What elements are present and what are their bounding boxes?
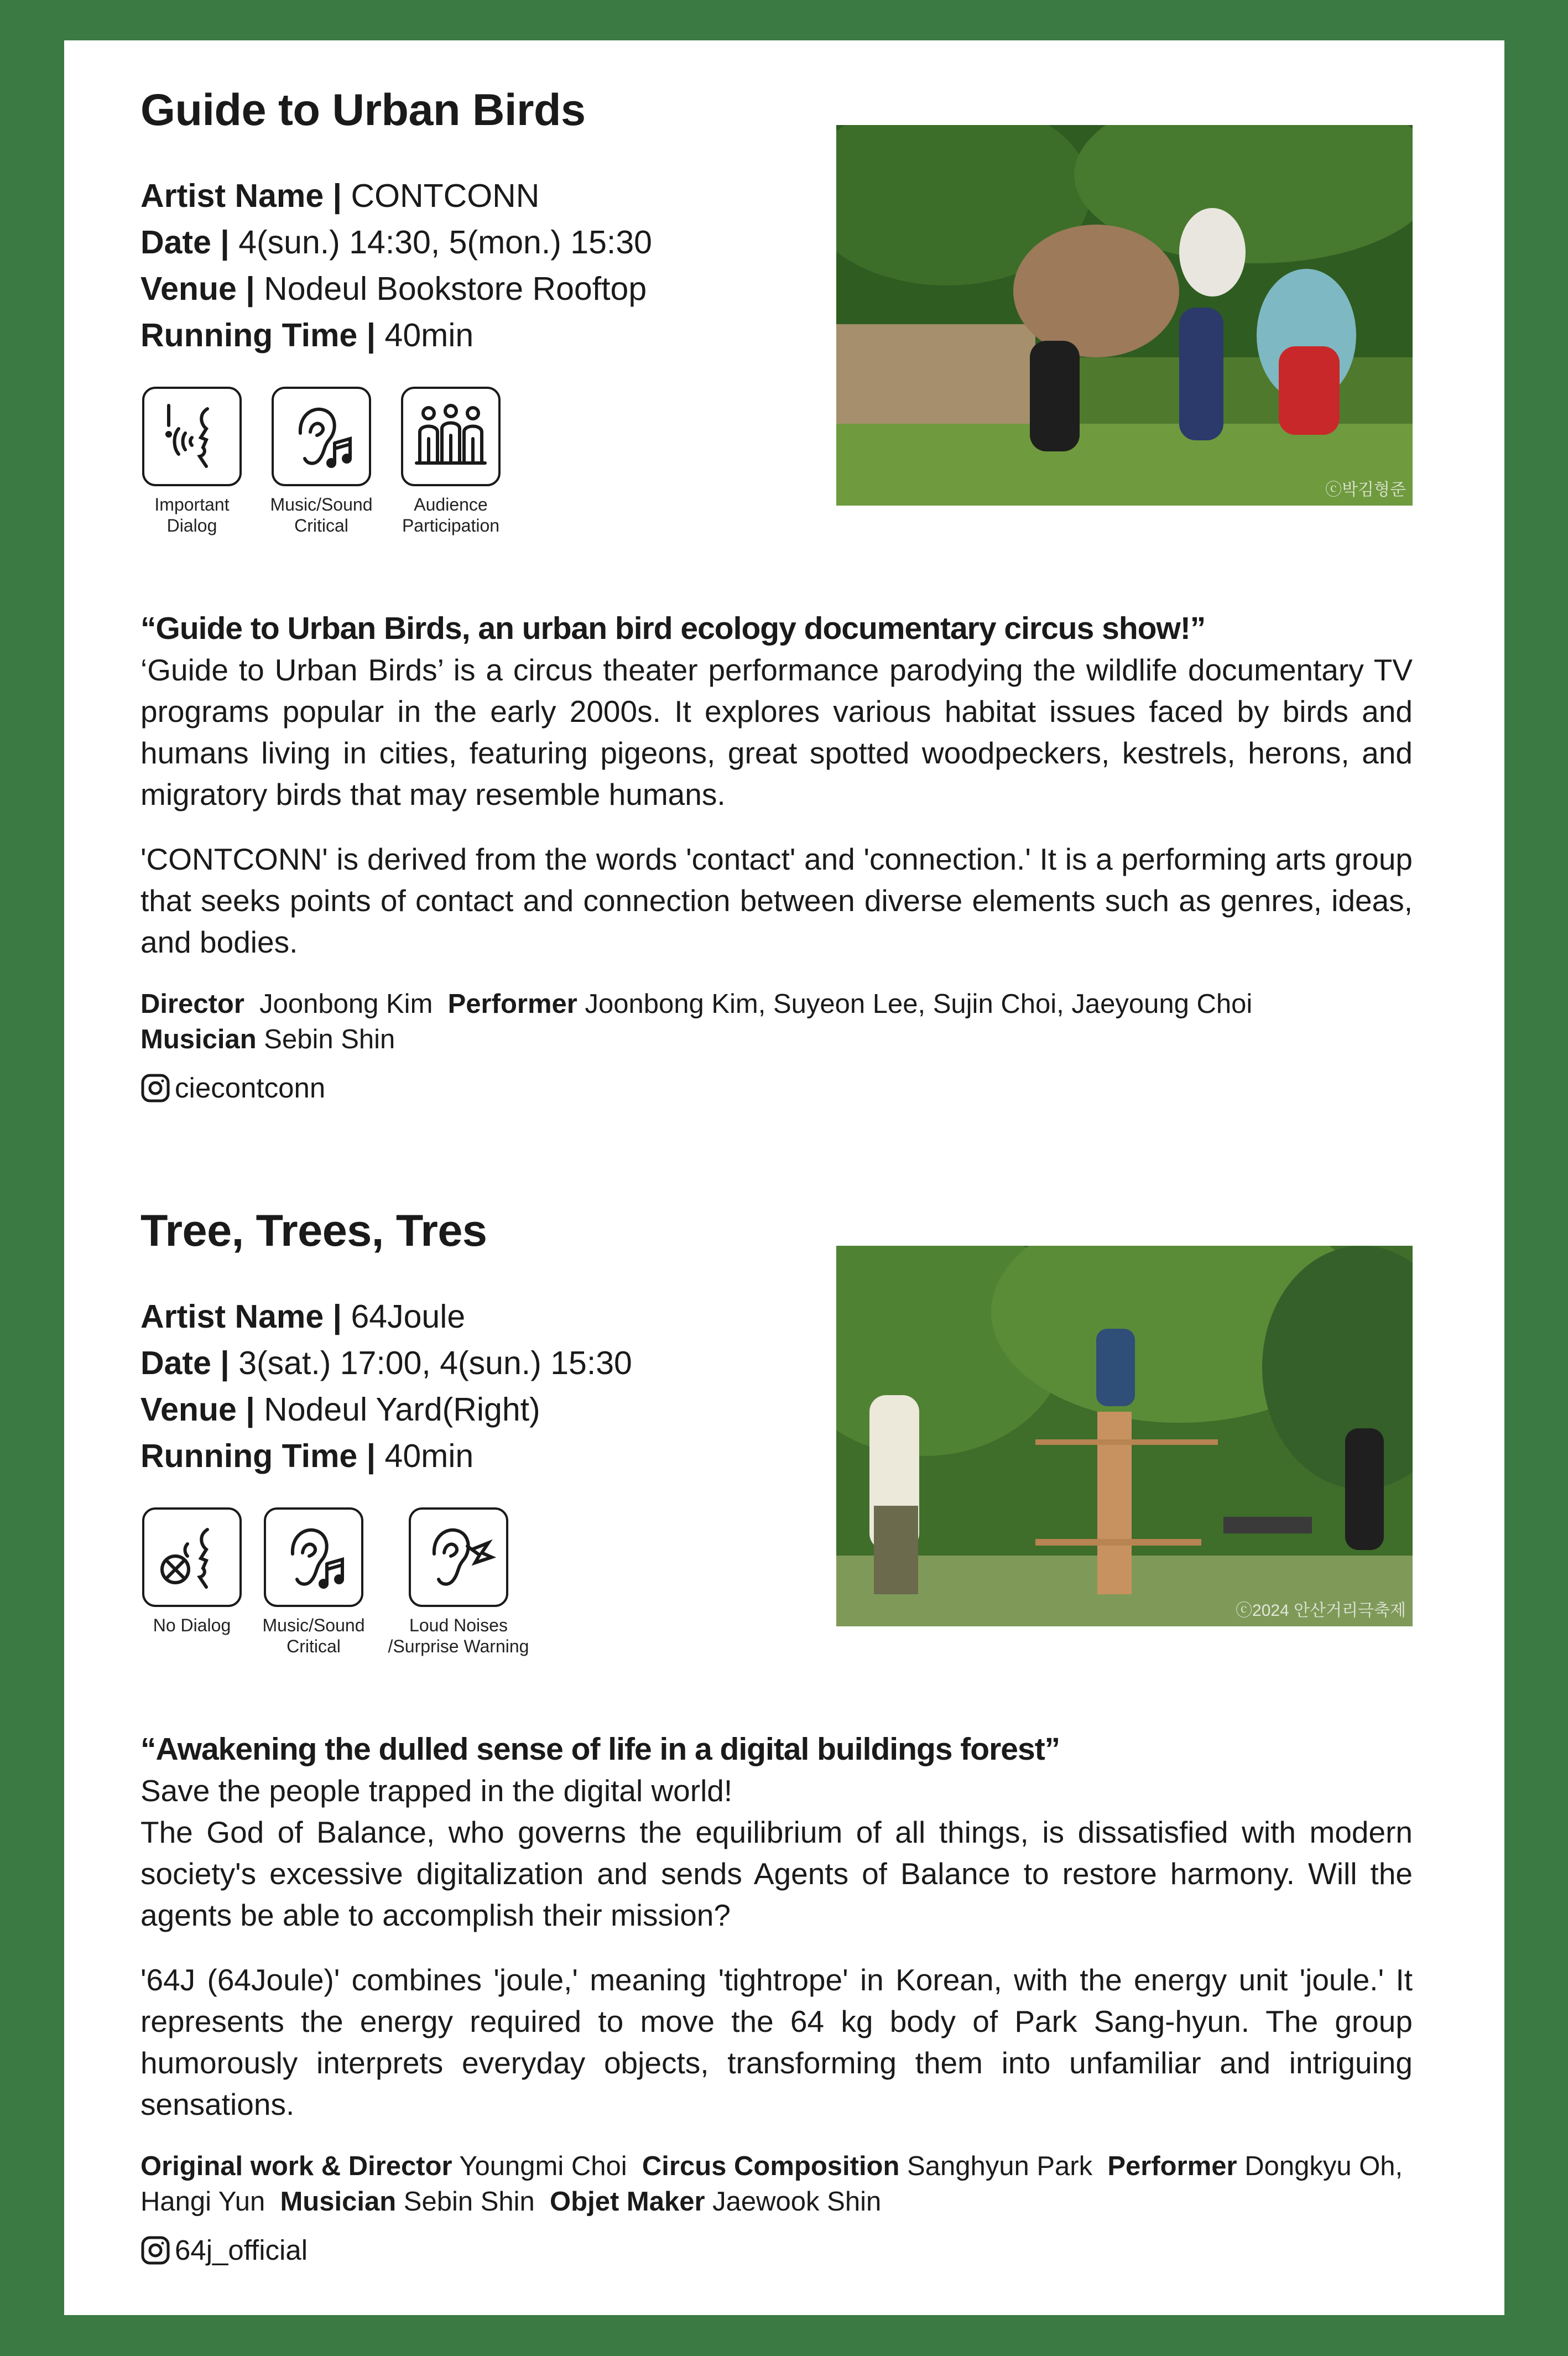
running-time-value: 40min (384, 1438, 474, 1474)
performance-photo (836, 125, 1413, 506)
program-page (64, 40, 1504, 2315)
photo-credit: ⓒ2024 안산거리극축제 (1236, 1601, 1406, 1620)
icon-no-dialog (140, 1507, 243, 1657)
show-guide-to-urban-birds (140, 85, 1413, 1104)
venue-value: Nodeul Bookstore Rooftop (264, 271, 647, 307)
icon-important-dialog (140, 387, 243, 536)
icon-label: No Dialog (153, 1615, 231, 1635)
running-time-value: 40min (384, 317, 474, 353)
icon-label: Important Dialog (154, 495, 230, 535)
music-sound-icon (272, 387, 371, 486)
icon-label: Audience Participation (402, 495, 500, 535)
show-credits: Original work & Director Youngmi Choi Circus Composition Sanghyun Park Performer Dongkyu Oh, Hangi Yun Musician Sebin Shin Objet Maker Jaewook Shin (140, 2151, 1403, 2217)
icon-music-sound (270, 387, 373, 536)
show-description (140, 1728, 1413, 2266)
icon-audience-participation (399, 387, 502, 536)
show-description (140, 607, 1413, 1104)
photo-credit: ⓒ박김형준 (1325, 481, 1406, 499)
icon-loud-noises (384, 1507, 533, 1657)
show-credits: Director Joonbong Kim Performer Joonbong Kim, Suyeon Lee, Sujin Choi, Jaeyoung Choi Musician Sebin Shin (140, 989, 1253, 1054)
date-row: Date | 3(sat.) 17:00, 4(sun.) 15:30 (140, 1345, 632, 1381)
venue-row: Venue | Nodeul Bookstore Rooftop (140, 271, 647, 307)
artist-row: Artist Name | 64Joule (140, 1298, 466, 1335)
accessibility-icons (140, 1507, 560, 1657)
icon-music-sound (262, 1507, 365, 1657)
show-title: Guide to Urban Birds (140, 85, 586, 135)
show-photo (836, 1246, 1413, 1626)
running-time-row: Running Time | 40min (140, 1438, 474, 1474)
venue-row: Venue | Nodeul Yard(Right) (140, 1391, 540, 1428)
description-paragraph: ‘Guide to Urban Birds’ is a circus theater performance parodying the wildlife documentary TV programs popular in the early 2000s. It explores various habitat issues faced by birds and humans living in cities, featuring pigeons, great spotted woodpeckers, kestrels, herons, and migratory birds that may resemble humans. (140, 653, 1413, 812)
venue-value: Nodeul Yard(Right) (264, 1391, 540, 1428)
icon-label: Loud Noises /Surprise Warning (388, 1615, 529, 1656)
icon-label: Music/Sound Critical (270, 495, 373, 535)
artist-row: Artist Name | CONTCONN (140, 178, 540, 214)
date-value: 3(sat.) 17:00, 4(sun.) 15:30 (238, 1345, 632, 1381)
description-paragraph: The God of Balance, who governs the equilibrium of all things, is dissatisfied with modern society's excessive digitalization and sends Agents of Balance to restore harmony. Will the agents be able to accomplish their mission? (140, 1815, 1413, 1932)
show-title: Tree, Trees, Tres (140, 1206, 487, 1256)
show-headline: “Guide to Urban Birds, an urban bird ecology documentary circus show!” (140, 611, 1206, 646)
date-value: 4(sun.) 14:30, 5(mon.) 15:30 (238, 224, 652, 261)
artist-name: 64Joule (351, 1298, 466, 1335)
important-dialog-icon (142, 387, 242, 486)
instagram-handle[interactable]: 64j_official (140, 2234, 1413, 2266)
running-time-row: Running Time | 40min (140, 317, 474, 353)
artist-name: CONTCONN (351, 178, 540, 214)
loud-noises-icon (409, 1507, 508, 1607)
icon-label: Music/Sound Critical (262, 1615, 365, 1656)
instagram-handle[interactable]: ciecontconn (140, 1072, 1413, 1104)
show-tree-trees-tres (140, 1205, 1413, 2266)
description-paragraph: Save the people trapped in the digital world! (140, 1773, 733, 1808)
description-paragraph: 'CONTCONN' is derived from the words 'contact' and 'connection.' It is a performing arts group that seeks points of contact and connection between diverse elements such as genres, ideas, and bodies. (140, 842, 1413, 959)
music-sound-icon (264, 1507, 363, 1607)
instagram-icon (140, 1073, 170, 1103)
show-headline: “Awakening the dulled sense of life in a digital buildings forest” (140, 1731, 1060, 1767)
performance-photo (836, 1246, 1413, 1626)
accessibility-icons (140, 387, 529, 536)
show-photo (836, 125, 1413, 506)
no-dialog-icon (142, 1507, 242, 1607)
date-row: Date | 4(sun.) 14:30, 5(mon.) 15:30 (140, 224, 652, 261)
description-paragraph: '64J (64Joule)' combines 'joule,' meaning 'tightrope' in Korean, with the energy unit 'joule.' It represents the energy required to move the 64 kg body of Park Sang-hyun. The group humorously interprets everyday objects, transforming them into unfamiliar and intriguing sensations. (140, 1963, 1413, 2121)
instagram-icon (140, 2235, 170, 2265)
audience-participation-icon (401, 387, 501, 486)
